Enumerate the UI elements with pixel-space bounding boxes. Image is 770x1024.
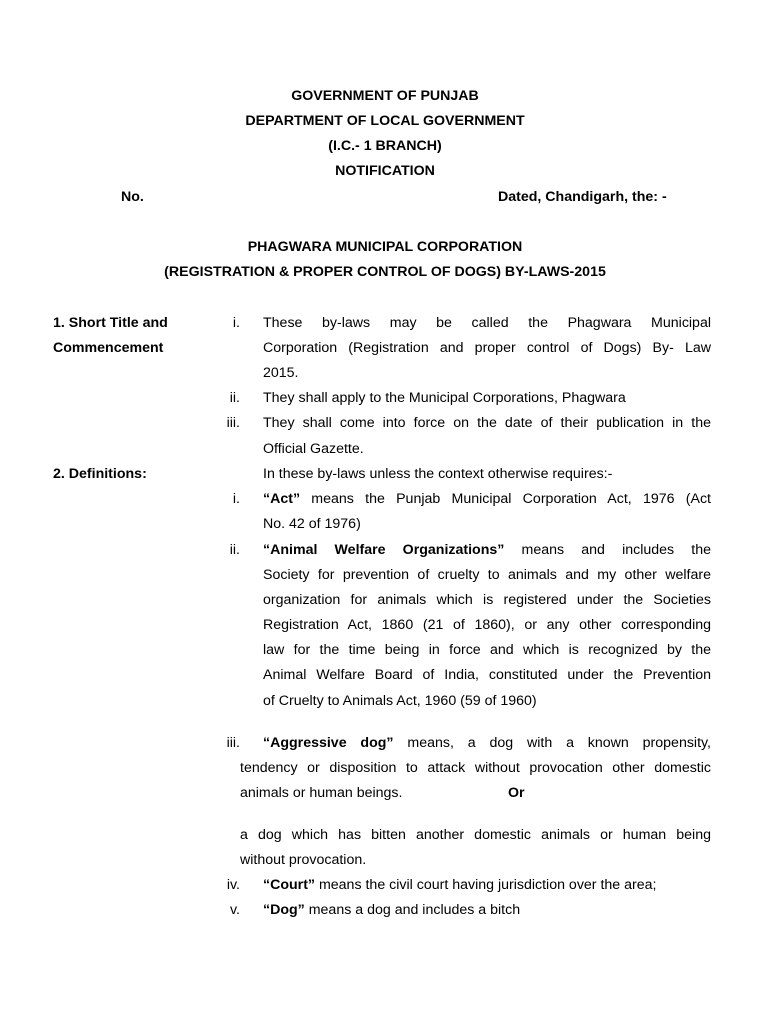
dated-label: Dated, Chandigarh, the: - [498, 189, 667, 205]
item-number: ii. [229, 542, 240, 558]
header-department: DEPARTMENT OF LOCAL GOVERNMENT [245, 113, 525, 129]
definition-line: Society for prevention of cruelty to animals and my other welfare [263, 567, 711, 583]
section1-heading-cont: Commencement [53, 340, 164, 356]
clause-line: Official Gazette. [263, 441, 364, 457]
definition-line: of Cruelty to Animals Act, 1960 (59 of 1960) [263, 693, 537, 709]
title-corporation: PHAGWARA MUNICIPAL CORPORATION [247, 239, 523, 255]
definition-line: law for the time being in force and which is recognized by the [263, 642, 711, 658]
definition-line: a dog which has bitten another domestic animals or human being [240, 827, 711, 843]
item-number: iii. [226, 415, 240, 431]
definitions-intro: In these by-laws unless the context otherwise requires:- [263, 466, 613, 482]
definition-line: Animal Welfare Board of India, constituted under the Prevention [263, 667, 711, 683]
definition-line: “Dog” means a dog and includes a bitch [263, 902, 521, 918]
definition-line: organization for animals which is registered under the Societies [263, 592, 711, 608]
header-notification: NOTIFICATION [335, 163, 435, 179]
definition-line: animals or human beings. [240, 785, 403, 801]
defined-term: “Aggressive dog” [263, 735, 394, 751]
header-government: GOVERNMENT OF PUNJAB [291, 88, 479, 104]
clause-line: They shall apply to the Municipal Corporations, Phagwara [263, 390, 626, 406]
defined-term: “Animal Welfare Organizations” [263, 542, 505, 558]
or-connector: Or [508, 785, 525, 801]
defined-term: “Dog” [263, 902, 305, 918]
section2-heading: 2. Definitions: [53, 466, 147, 482]
item-number: v. [230, 902, 240, 918]
clause-line: Corporation (Registration and proper control of Dogs) By- Law [263, 340, 711, 356]
item-number: i. [232, 315, 240, 331]
item-number: iii. [226, 735, 240, 751]
defined-term: “Court” [263, 877, 316, 893]
definition-line: “Act” means the Punjab Municipal Corporation Act, 1976 (Act [263, 491, 711, 507]
item-number: iv. [226, 877, 240, 893]
definition-line: No. 42 of 1976) [263, 516, 361, 532]
notification-number-label: No. [121, 189, 144, 205]
clause-line: 2015. [263, 365, 299, 381]
item-number: ii. [229, 390, 240, 406]
definition-line: without provocation. [240, 852, 367, 868]
title-bylaws: (REGISTRATION & PROPER CONTROL OF DOGS) BY-LAWS-2015 [164, 264, 606, 280]
definition-line: “Aggressive dog” means, a dog with a known propensity, [263, 735, 712, 751]
header-branch: (I.C.- 1 BRANCH) [328, 138, 442, 154]
item-number: i. [232, 491, 240, 507]
clause-line: They shall come into force on the date of their publication in the [263, 415, 711, 431]
definition-line: “Court” means the civil court having jurisdiction over the area; [263, 877, 657, 893]
definition-line: “Animal Welfare Organizations” means and includes the [263, 542, 711, 558]
defined-term: “Act” [263, 491, 301, 507]
clause-line: These by-laws may be called the Phagwara Municipal [263, 315, 711, 331]
section1-heading: 1. Short Title and [53, 315, 168, 331]
definition-line: Registration Act, 1860 (21 of 1860), or any other corresponding [263, 617, 711, 633]
definition-line: tendency or disposition to attack without provocation other domestic [240, 760, 711, 776]
